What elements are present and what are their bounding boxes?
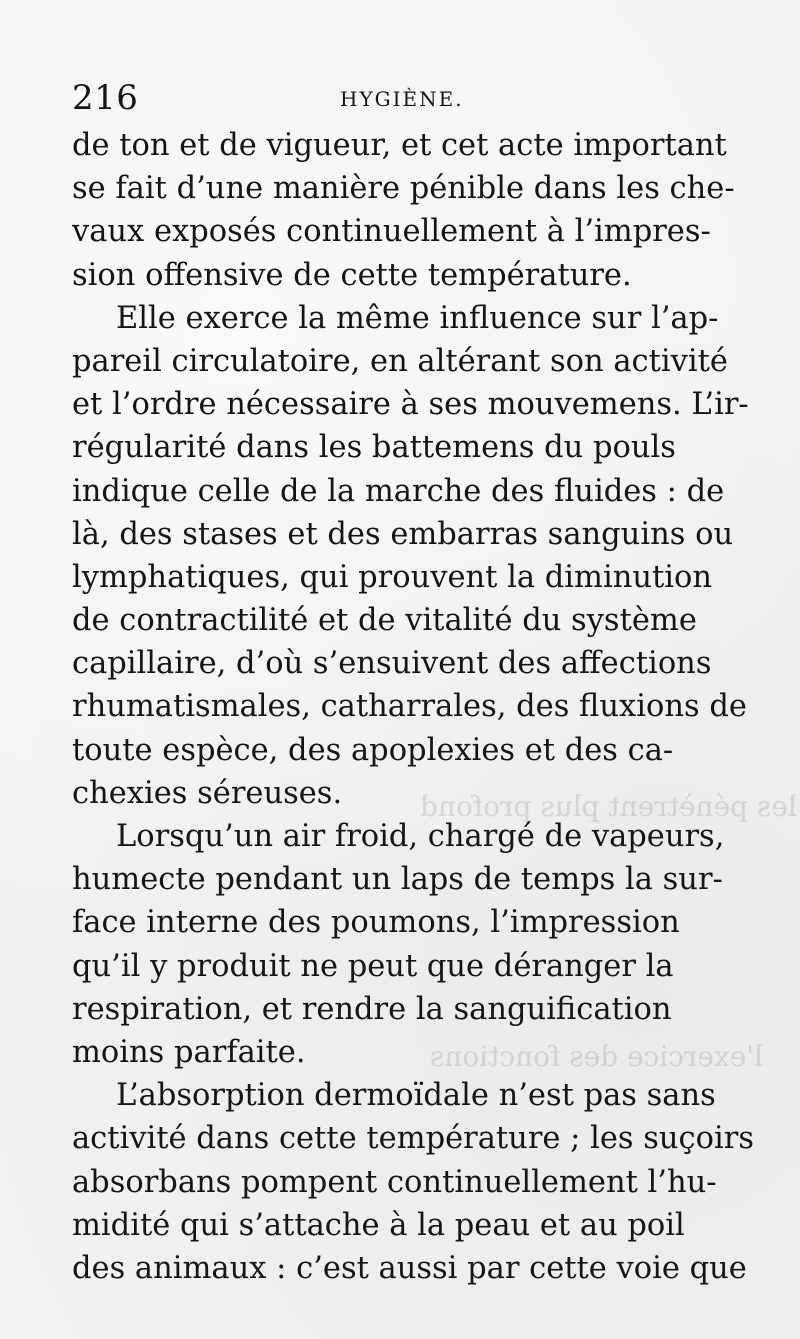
text-line: rhumatismales, catharrales, des fluxions de [72,689,747,725]
text-line: régularité dans les battemens du pouls [72,430,676,466]
text-line: face interne des poumons, l’impression [72,905,680,941]
text-line: et l’ordre nécessaire à ses mouvemens. L’ir- [72,387,749,423]
text-line: respiration, et rendre la sanguification [72,991,672,1027]
page-number: 216 [72,78,139,118]
text-line: toute espèce, des apoplexies et des ca- [72,732,674,768]
paragraph-first-line: Elle exerce la même influence sur l’ap- [116,300,719,336]
text-line: lymphatiques, qui prouvent la diminution [72,559,713,595]
text-line: sion offensive de cette température. [72,257,632,293]
text-line: midité qui s’attache à la peau et au poil [72,1207,685,1243]
paragraph-first-line: L’absorption dermoïdale n’est pas sans [116,1078,716,1114]
text-line: de contractilité et de vitalité du système [72,603,697,639]
text-line: qu’il y produit ne peut que déranger la [72,948,674,984]
text-line: se fait d’une manière pénible dans les che- [72,171,735,207]
text-line: chexies séreuses. [72,775,343,811]
body-text [72,124,772,1290]
text-line: pareil circulatoire, en altérant son activité [72,343,728,379]
page-header [0,78,800,118]
text-line: absorbans pompent continuellement l’hu- [72,1164,717,1200]
text-line: indique celle de la marche des fluides : de [72,473,725,509]
text-line: capillaire, d’où s’ensuivent des affections [72,646,712,682]
text-line: des animaux : c’est aussi par cette voie que [72,1250,747,1286]
reverse-ink-fragment: les pénètrent plus profond [420,790,797,823]
running-head: HYGIÈNE. [340,87,464,111]
text-line: humecte pendant un laps de temps la sur- [72,862,723,898]
text-line: de ton et de vigueur, et cet acte important [72,128,727,163]
paragraph-first-line: Lorsqu’un air froid, chargé de vapeurs, [116,819,725,854]
reverse-ink-fragment: l'exercice des fonctions [430,1040,763,1073]
text-line: là, des stases et des embarras sanguins ou [72,516,734,552]
text-line: moins parfaite. [72,1034,306,1070]
text-line: vaux exposés continuellement à l’impres- [72,214,711,250]
text-line: activité dans cette température ; les suçoirs [72,1121,754,1157]
